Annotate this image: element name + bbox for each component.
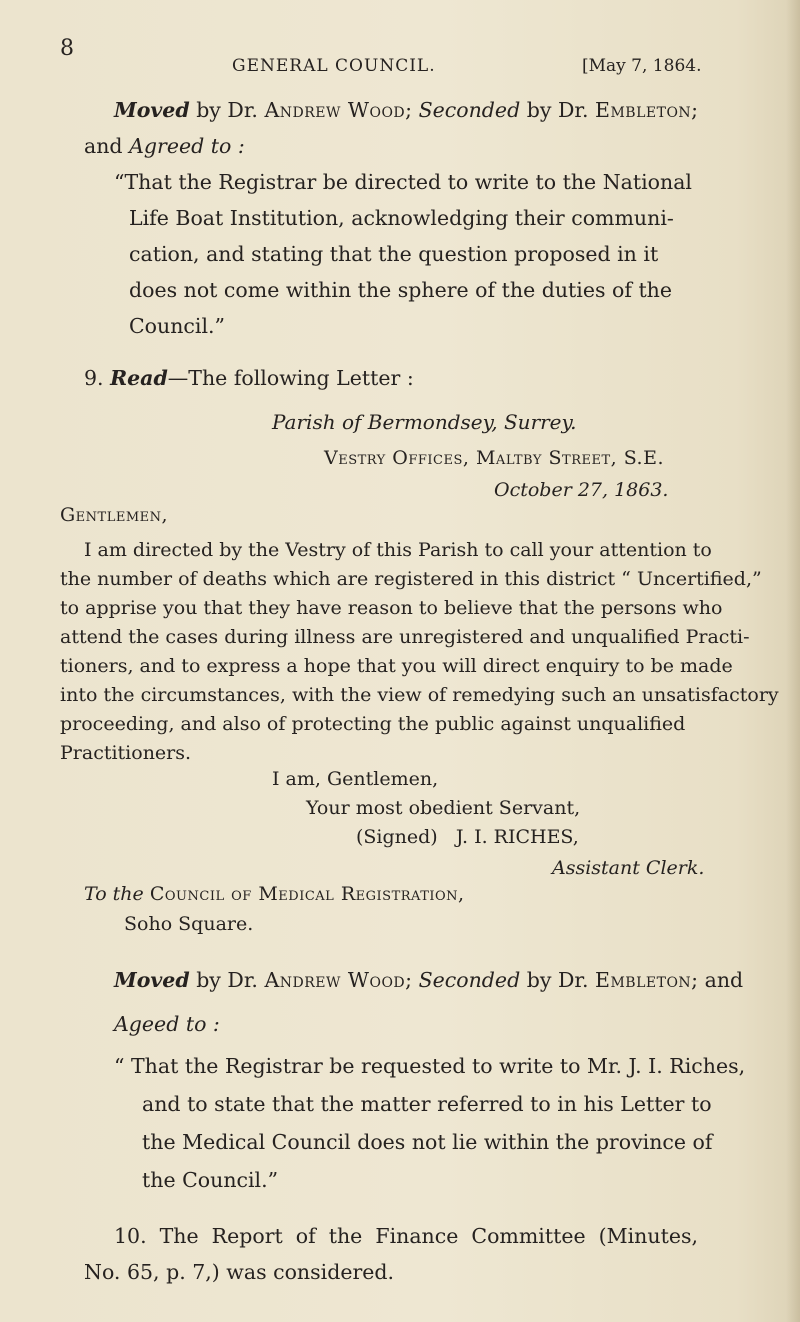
item10-line: No. 65, p. 7,) was considered. <box>84 1260 395 1284</box>
page-number: 8 <box>60 36 74 61</box>
letter-body-line: attend the cases during illness are unregistered and unqualified Practi- <box>60 626 750 648</box>
page-edge-shadow <box>786 0 800 1322</box>
letter-salutation: Gentlemen, <box>60 504 169 526</box>
resolution-line: the Medical Council does not lie within the province of <box>142 1130 713 1154</box>
letter-addressee: To the Council of Medical Registration, <box>84 883 465 905</box>
read-label: Read <box>110 366 168 390</box>
resolution-line: “ That the Registrar be requested to write to Mr. J. I. Riches, <box>114 1054 746 1078</box>
resolution-line: “That the Registrar be directed to write to the National <box>114 170 692 194</box>
resolution-line: cation, and stating that the question proposed in it <box>129 242 659 266</box>
resolution-line: does not come within the sphere of the duties of the <box>129 278 673 302</box>
running-header-date: [May 7, 1864. <box>582 56 702 76</box>
resolution-line: Life Boat Institution, acknowledging their communi- <box>129 206 674 230</box>
motion2-line: Moved by Dr. Andrew Wood; Seconded by Dr. Embleton; and <box>114 968 744 992</box>
letter-date: October 27, 1863. <box>494 479 669 501</box>
motion2-agreed-label: Ageed to : <box>114 1012 220 1036</box>
item-number: 9. <box>84 366 104 390</box>
item9-line: 9. Read—The following Letter : <box>84 366 414 390</box>
resolution-line: the Council.” <box>142 1168 279 1192</box>
letter-address: Vestry Offices, Maltby Street, S.E. <box>324 447 664 469</box>
moved-label: Moved <box>114 968 190 992</box>
letter-closing: Your most obedient Servant, <box>306 797 581 819</box>
mover-name: Andrew Wood <box>264 98 406 122</box>
letter-addressee-location: Soho Square. <box>124 913 254 935</box>
letter-parish: Parish of Bermondsey, Surrey. <box>272 410 577 434</box>
letter-signatory-title: Assistant Clerk. <box>552 857 705 879</box>
letter-body-line: I am directed by the Vestry of this Parish to call your attention to <box>84 539 712 561</box>
mover-name: Andrew Wood <box>264 968 406 992</box>
letter-closing: I am, Gentlemen, <box>272 768 439 790</box>
seconder-name: Embleton <box>595 98 692 122</box>
motion1-line: Moved by Dr. Andrew Wood; Seconded by Dr. Embleton; <box>114 98 699 122</box>
letter-body-line: Practitioners. <box>60 742 192 764</box>
letter-body-line: tioners, and to express a hope that you will direct enquiry to be made <box>60 655 733 677</box>
seconded-label: Seconded <box>418 968 521 992</box>
moved-label: Moved <box>114 98 190 122</box>
letter-body-line: the number of deaths which are registered in this district “ Uncertified,” <box>60 568 762 590</box>
seconded-label: Seconded <box>418 98 521 122</box>
letter-body-line: to apprise you that they have reason to believe that the persons who <box>60 597 723 619</box>
agreed-label: Agreed to : <box>129 134 245 158</box>
letter-signature: (Signed) J. I. RICHES, <box>356 826 579 848</box>
running-header-title: GENERAL COUNCIL. <box>232 56 436 76</box>
motion1-agreed-line: and Agreed to : <box>84 134 245 158</box>
item10-line: 10. The Report of the Finance Committee (Minutes, <box>114 1224 698 1248</box>
letter-body-line: into the circumstances, with the view of remedying such an unsatisfactory <box>60 684 779 706</box>
seconder-name: Embleton <box>595 968 692 992</box>
resolution-line: Council.” <box>129 314 226 338</box>
resolution-line: and to state that the matter referred to in his Letter to <box>142 1092 712 1116</box>
letter-body-line: proceeding, and also of protecting the public against unqualified <box>60 713 686 735</box>
